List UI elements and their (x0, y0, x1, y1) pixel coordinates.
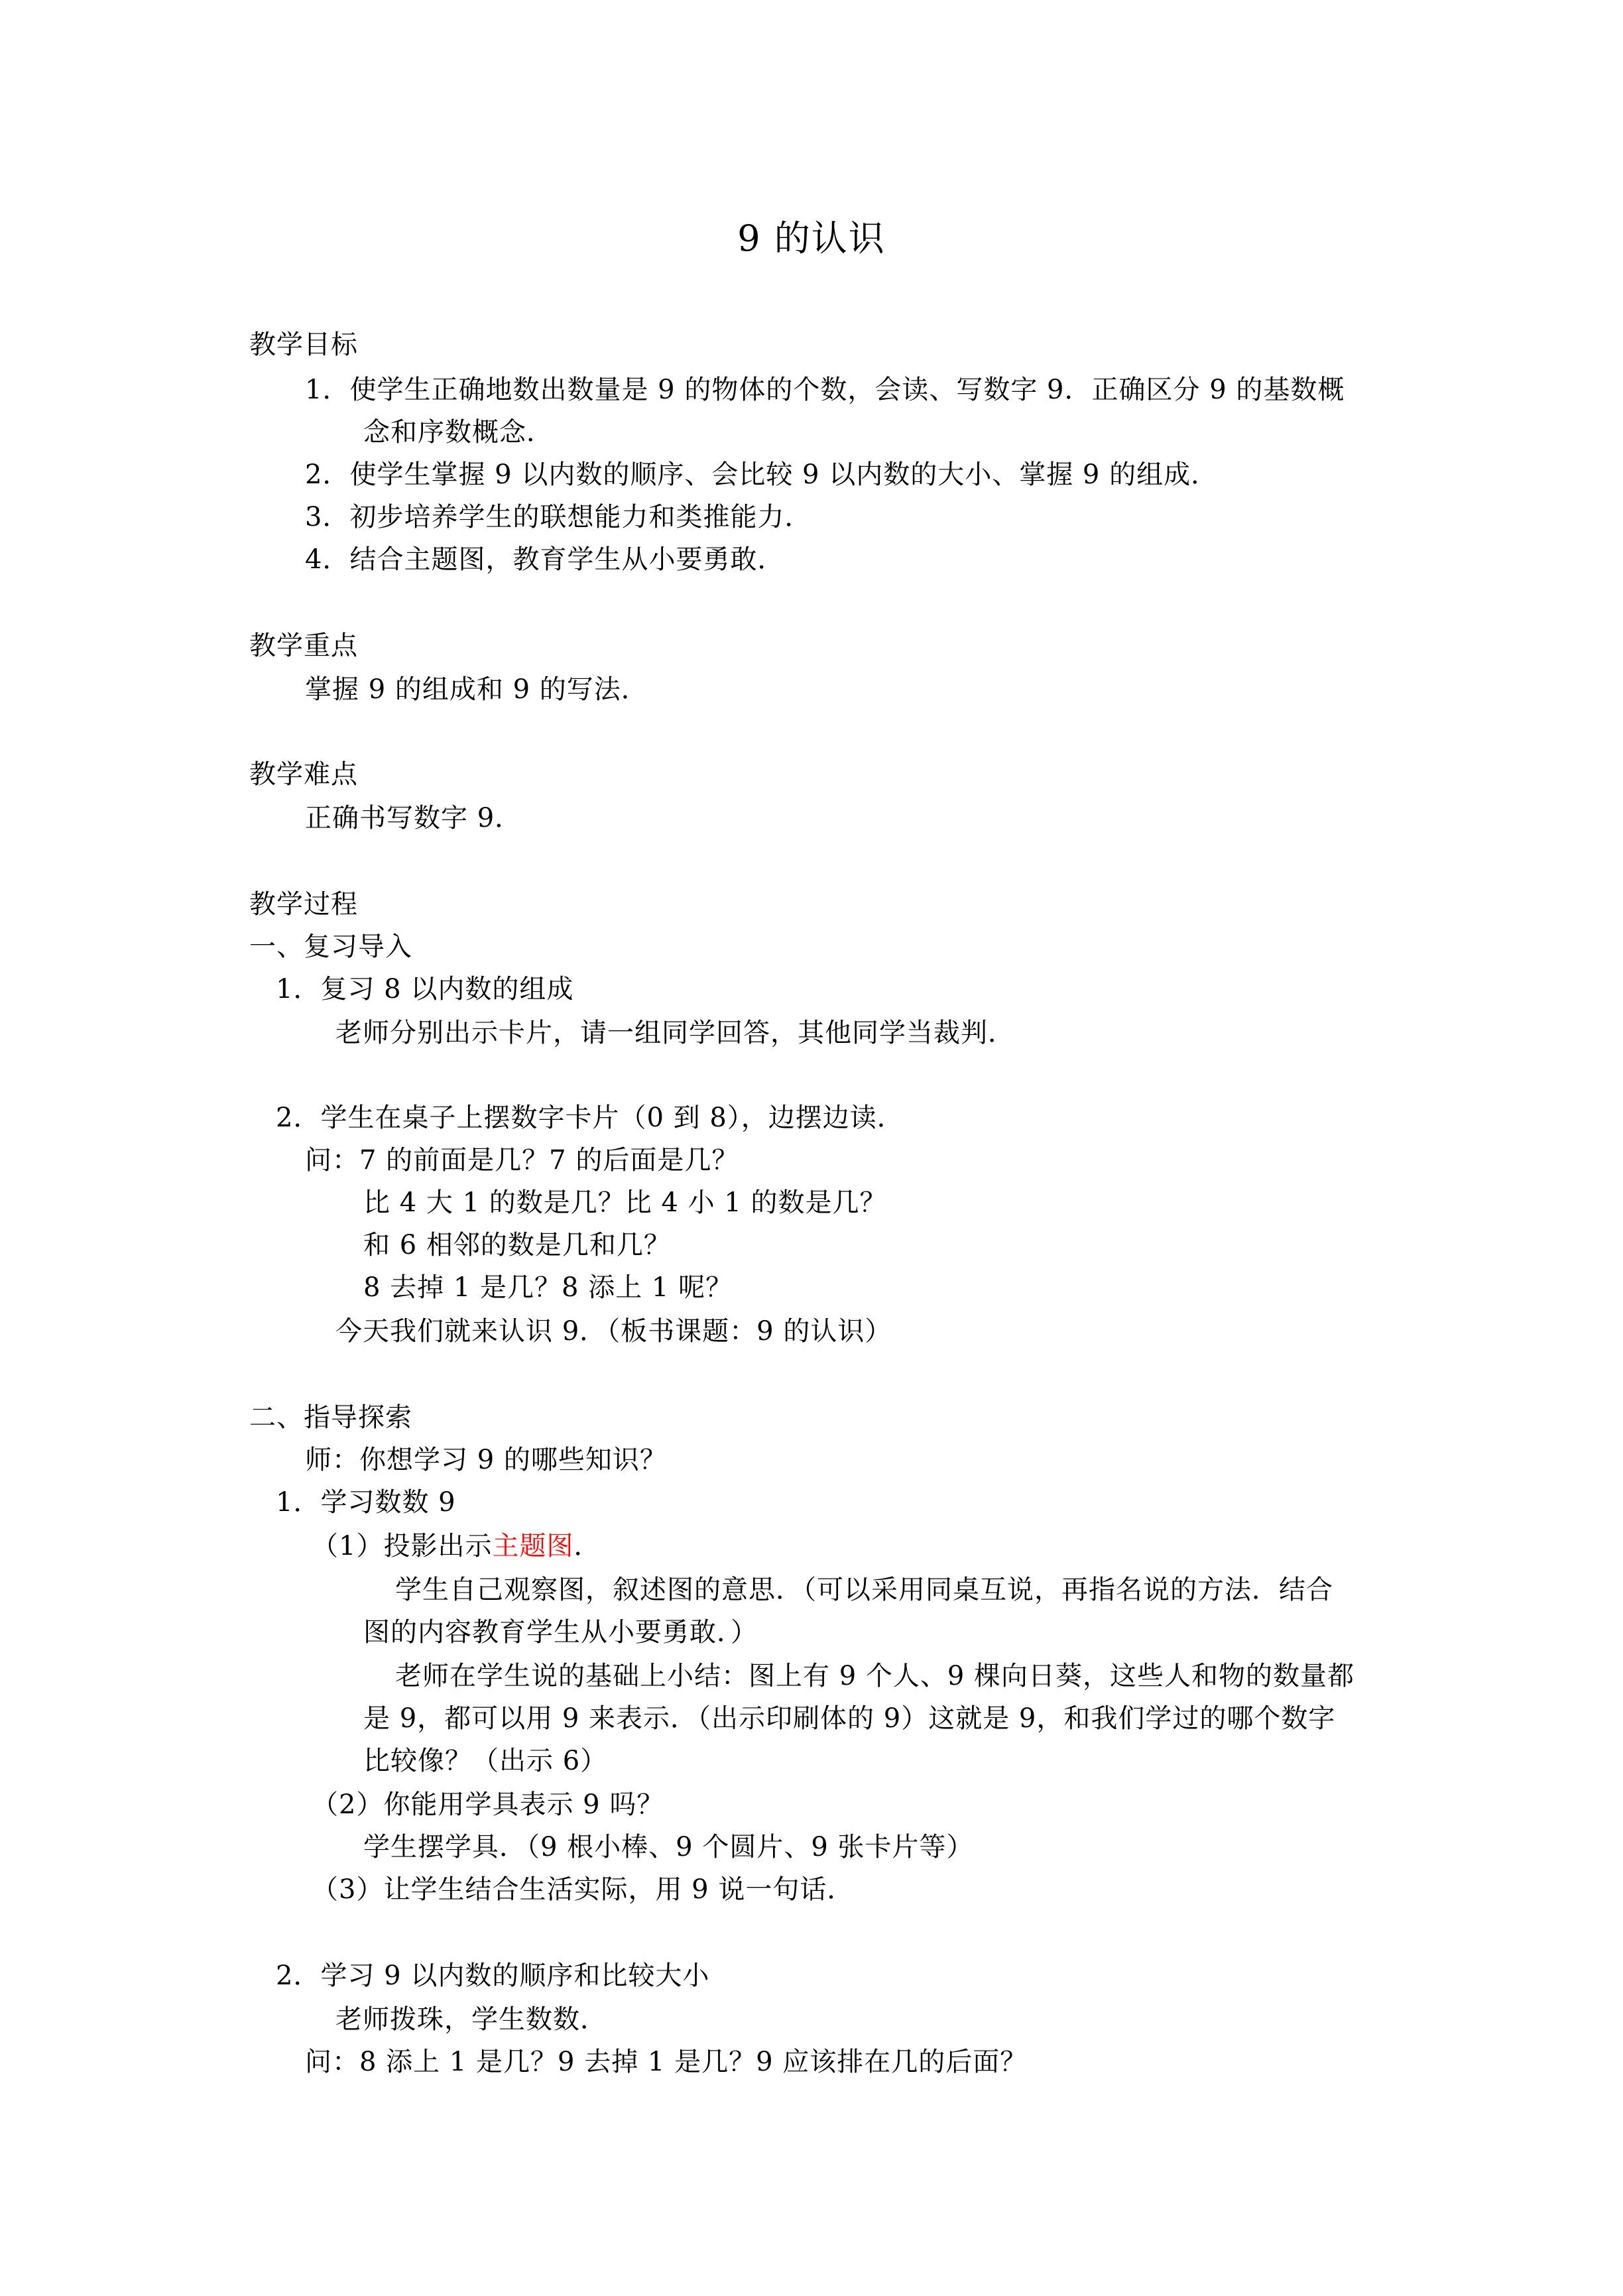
part1-step2-question-item: 和 6 相邻的数是几和几？ (363, 1230, 671, 1260)
objective-item: 1．使学生正确地数出数量是 9 的物体的个数，会读、写数字 9．正确区分 9 的基数概 (305, 375, 1345, 405)
part2-intro: 师：你想学习 9 的哪些知识？ (305, 1445, 667, 1475)
objective-item: 2．使学生掌握 9 以内数的顺序、会比较 9 以内数的大小、掌握 9 的组成． (305, 459, 1219, 490)
sub1-paragraph1-line1: 学生自己观察图，叙述图的意思．（可以采用同桌互说，再指名说的方法．结合 (395, 1575, 1333, 1605)
sub1-paragraph1-line2: 图的内容教育学生从小要勇敢．） (363, 1617, 758, 1648)
sub1-paragraph2-line2: 是 9，都可以用 9 来表示．（出示印刷体的 9）这就是 9，和我们学过的哪个数字 (363, 1703, 1336, 1734)
objective-item-continuation: 念和序数概念． (363, 417, 554, 448)
objectives-heading: 教学目标 (249, 330, 358, 360)
part2-step1-sub2-text: 学生摆学具．（9 根小棒、9 个圆片、9 张卡片等） (363, 1832, 974, 1862)
part1-step2-question-item: 8 去掉 1 是几？8 添上 1 呢？ (363, 1272, 733, 1303)
objective-item: 3．初步培养学生的联想能力和类推能力． (305, 502, 812, 532)
part2-step2-title: 2．学习 9 以内数的顺序和比较大小 (276, 1961, 710, 1991)
sub1-paragraph2-line3: 比较像？（出示 6） (363, 1746, 608, 1776)
sub1-suffix: ． (573, 1531, 601, 1561)
part1-step2-title: 2．学生在桌子上摆数字卡片（0 到 8），边摆边读． (276, 1103, 904, 1133)
part1-step1-text: 老师分别出示卡片，请一组同学回答，其他同学当裁判． (335, 1018, 1015, 1048)
part2-heading: 二、指导探索 (249, 1402, 412, 1433)
part1-heading: 一、复习导入 (249, 932, 412, 962)
sub1-paragraph2-line1: 老师在学生说的基础上小结：图上有 9 个人、9 棵向日葵，这些人和物的数量都 (395, 1661, 1355, 1691)
part2-step2-text: 老师拨珠，学生数数． (335, 2004, 607, 2035)
part1-step2-question: 问：7 的前面是几？7 的后面是几？ (305, 1145, 739, 1176)
key-points-heading: 教学重点 (249, 631, 358, 661)
sub1-prefix: （1）投影出示 (312, 1531, 493, 1561)
part2-step1-sub2-title: （2）你能用学具表示 9 吗？ (312, 1789, 664, 1820)
difficulties-text: 正确书写数字 9． (305, 803, 522, 833)
part1-step2-closing: 今天我们就来认识 9．（板书课题：9 的认识） (335, 1316, 892, 1347)
page-title: 9 的认识 (737, 217, 886, 259)
part2-step1-title: 1．学习数数 9 (276, 1487, 456, 1518)
difficulties-heading: 教学难点 (249, 759, 358, 790)
part1-step2-question-item: 比 4 大 1 的数是几？比 4 小 1 的数是几？ (363, 1187, 887, 1218)
theme-picture-link[interactable]: 主题图 (492, 1531, 574, 1561)
part2-step1-sub1 (312, 1528, 601, 1565)
process-heading: 教学过程 (249, 889, 358, 920)
key-points-text: 掌握 9 的组成和 9 的写法． (305, 674, 648, 705)
part2-step2-question: 问：8 添上 1 是几？9 去掉 1 是几？9 应该排在几的后面？ (305, 2047, 1028, 2077)
part1-step1-title: 1．复习 8 以内数的组成 (276, 974, 574, 1004)
objective-item: 4．结合主题图，教育学生从小要勇敢． (305, 544, 785, 575)
part2-step1-sub3-title: （3）让学生结合生活实际，用 9 说一句话． (312, 1874, 855, 1905)
